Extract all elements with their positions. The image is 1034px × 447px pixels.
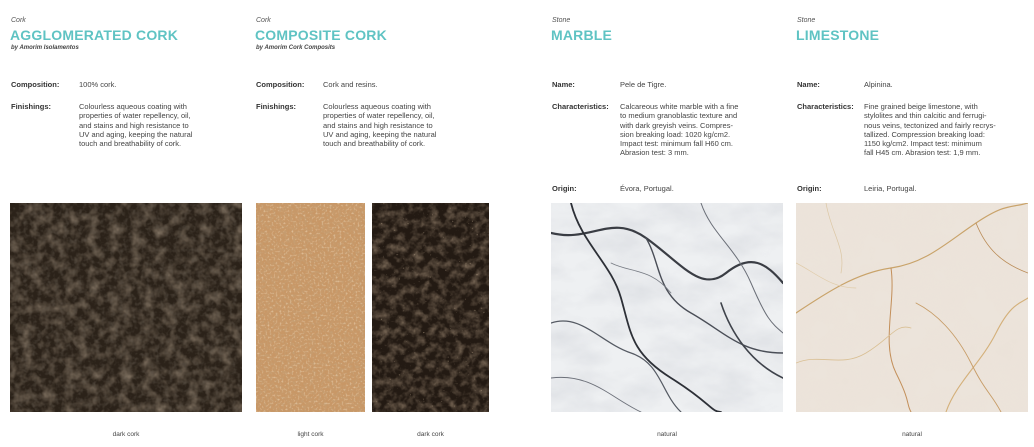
category-label: Stone (797, 17, 816, 24)
name-value: Pele de Tigre. (620, 80, 667, 89)
category-label: Cork (11, 17, 26, 24)
composition-label: Composition: (256, 80, 305, 89)
finishings-label: Finishings: (11, 102, 51, 111)
dark-cork-swatch (10, 203, 242, 412)
name-value: Alpinina. (864, 80, 893, 89)
swatch-caption: light cork (297, 431, 324, 438)
composition-value: 100% cork. (79, 80, 117, 89)
name-label: Name: (552, 80, 575, 89)
name-label: Name: (797, 80, 820, 89)
origin-value: Leiria, Portugal. (864, 184, 917, 193)
finishings-value: Colourless aqueous coating with properties of water repellency, oil, and stains and high resistance to UV and aging, keeping the natural touch and breathability of cork. (323, 102, 437, 149)
material-title: AGGLOMERATED CORK (10, 27, 179, 43)
dark-composite-cork-swatch (372, 203, 489, 412)
composition-value: Cork and resins. (323, 80, 378, 89)
characteristics-value: Fine grained beige limestone, with stylolites and thin calcitic and ferrugi- nous veins, tectonized and fairly recrys- tallized. Compression breaking load: 1150 kg/cm2. Impact test: minimum fall H45 cm. Abrasion test: 1,9 mm. (864, 102, 996, 158)
finishings-label: Finishings: (256, 102, 296, 111)
characteristics-label: Characteristics: (552, 102, 609, 111)
swatch-caption: natural (657, 431, 677, 438)
characteristics-label: Characteristics: (797, 102, 854, 111)
material-title: LIMESTONE (796, 27, 880, 43)
characteristics-value: Calcareous white marble with a fine to medium granoblastic texture and with dark greyish veins. Compres- sion breaking load: 1020 kg/cm2. Impact test: minimum fall H60 cm. Abrasion test: 3 mm. (620, 102, 739, 158)
material-title: MARBLE (551, 27, 613, 43)
manufacturer-byline: by Amorim Isolamentos (11, 45, 79, 51)
swatch-caption: natural (902, 431, 922, 438)
origin-value: Évora, Portugal. (620, 184, 674, 193)
swatch-caption: dark cork (112, 431, 140, 438)
category-label: Cork (256, 17, 271, 24)
origin-label: Origin: (797, 184, 822, 193)
manufacturer-byline: by Amorim Cork Composits (256, 45, 336, 51)
light-cork-swatch (256, 203, 365, 412)
category-label: Stone (552, 17, 571, 24)
finishings-value: Colourless aqueous coating with properties of water repellency, oil, and stains and high resistance to UV and aging, keeping the natural touch and breathability of cork. (79, 102, 193, 149)
swatch-caption: dark cork (417, 431, 444, 438)
white-marble-swatch (551, 203, 783, 412)
composition-label: Composition: (11, 80, 60, 89)
material-title: COMPOSITE CORK (255, 27, 387, 43)
origin-label: Origin: (552, 184, 577, 193)
beige-limestone-swatch (796, 203, 1028, 412)
